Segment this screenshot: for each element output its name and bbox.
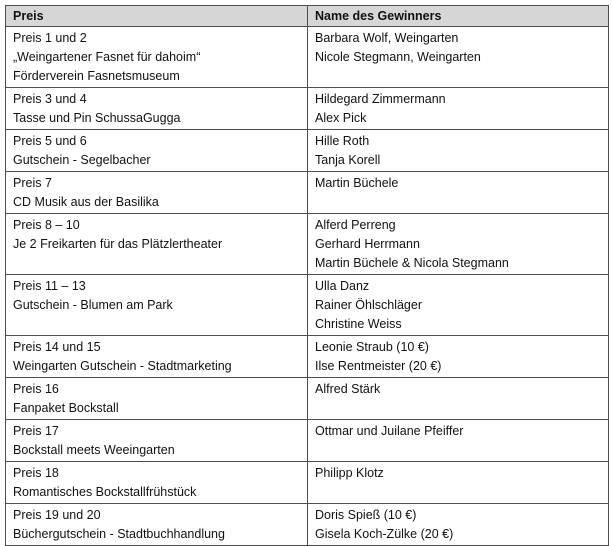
winner-line: Ottmar und Juilane Pfeiffer [315, 424, 464, 438]
prize-line: Büchergutschein - Stadtbuchhandlung [13, 527, 225, 541]
winner-cell [308, 504, 609, 546]
prize-line: Preis 19 und 20 [13, 508, 101, 522]
prize-cell [6, 214, 308, 275]
winner-line: Doris Spieß (10 €) [315, 508, 417, 522]
table-row [6, 27, 609, 88]
prize-line: Förderverein Fasnetsmuseum [13, 69, 180, 83]
winner-line: Alferd Perreng [315, 218, 396, 232]
prize-line: Je 2 Freikarten für das Plätzlertheater [13, 237, 223, 251]
winner-line: Alfred Stärk [315, 382, 381, 396]
prize-line: „Weingartener Fasnet für dahoim“ [13, 50, 201, 64]
column-header-winner: Name des Gewinners [308, 6, 609, 27]
table-row [6, 420, 609, 462]
winner-cell [308, 462, 609, 504]
prize-line: Preis 17 [13, 424, 59, 438]
winner-line: Alex Pick [315, 111, 367, 125]
winner-cell [308, 378, 609, 420]
prize-cell [6, 27, 308, 88]
winner-line: Martin Büchele & Nicola Stegmann [315, 256, 509, 270]
winner-line: Leonie Straub (10 €) [315, 340, 429, 354]
prize-line: Preis 7 [13, 176, 52, 190]
winner-line: Hildegard Zimmermann [315, 92, 446, 106]
table-row [6, 214, 609, 275]
winner-cell [308, 27, 609, 88]
prize-line: CD Musik aus der Basilika [13, 195, 159, 209]
table-body [6, 27, 609, 546]
table-row [6, 462, 609, 504]
prize-cell [6, 130, 308, 172]
winner-line: Gisela Koch-Zülke (20 €) [315, 527, 454, 541]
prize-line: Tasse und Pin SchussaGugga [13, 111, 181, 125]
table-header-row [6, 6, 609, 27]
table-row [6, 130, 609, 172]
table-row [6, 336, 609, 378]
prize-line: Preis 14 und 15 [13, 340, 101, 354]
prize-cell [6, 378, 308, 420]
prize-line: Preis 5 und 6 [13, 134, 87, 148]
prize-line: Gutschein - Segelbacher [13, 153, 151, 167]
winner-cell [308, 172, 609, 214]
prize-line: Preis 11 – 13 [13, 279, 86, 293]
prize-line: Bockstall meets Weeingarten [13, 443, 175, 457]
prize-line: Gutschein - Blumen am Park [13, 298, 173, 312]
prize-cell [6, 420, 308, 462]
prize-cell [6, 504, 308, 546]
table-row [6, 172, 609, 214]
column-header-prize: Preis [6, 6, 308, 27]
table-row [6, 378, 609, 420]
prize-cell [6, 172, 308, 214]
prize-cell [6, 275, 308, 336]
table-row [6, 504, 609, 546]
document-page [5, 5, 609, 546]
prize-line: Preis 3 und 4 [13, 92, 87, 106]
winner-cell [308, 88, 609, 130]
winner-cell [308, 336, 609, 378]
winner-cell [308, 420, 609, 462]
prize-line: Preis 18 [13, 466, 59, 480]
winner-line: Rainer Öhlschläger [315, 298, 422, 312]
winner-line: Barbara Wolf, Weingarten [315, 31, 459, 45]
prize-line: Weingarten Gutschein - Stadtmarketing [13, 359, 232, 373]
prize-line: Romantisches Bockstallfrühstück [13, 485, 197, 499]
table-row [6, 275, 609, 336]
prize-line: Fanpaket Bockstall [13, 401, 119, 415]
winner-line: Ulla Danz [315, 279, 370, 293]
winner-cell [308, 214, 609, 275]
winner-cell [308, 130, 609, 172]
winner-line: Christine Weiss [315, 317, 402, 331]
winner-line: Philipp Klotz [315, 466, 384, 480]
winner-line: Hille Roth [315, 134, 370, 148]
winner-line: Gerhard Herrmann [315, 237, 420, 251]
winner-line: Martin Büchele [315, 176, 399, 190]
winner-line: Tanja Korell [315, 153, 381, 167]
prize-winners-table [5, 5, 609, 546]
prize-line: Preis 1 und 2 [13, 31, 87, 45]
prize-cell [6, 88, 308, 130]
prize-cell [6, 336, 308, 378]
prize-line: Preis 16 [13, 382, 59, 396]
winner-line: Nicole Stegmann, Weingarten [315, 50, 481, 64]
prize-cell [6, 462, 308, 504]
winner-line: Ilse Rentmeister (20 €) [315, 359, 442, 373]
table-row [6, 88, 609, 130]
winner-cell [308, 275, 609, 336]
prize-line: Preis 8 – 10 [13, 218, 80, 232]
